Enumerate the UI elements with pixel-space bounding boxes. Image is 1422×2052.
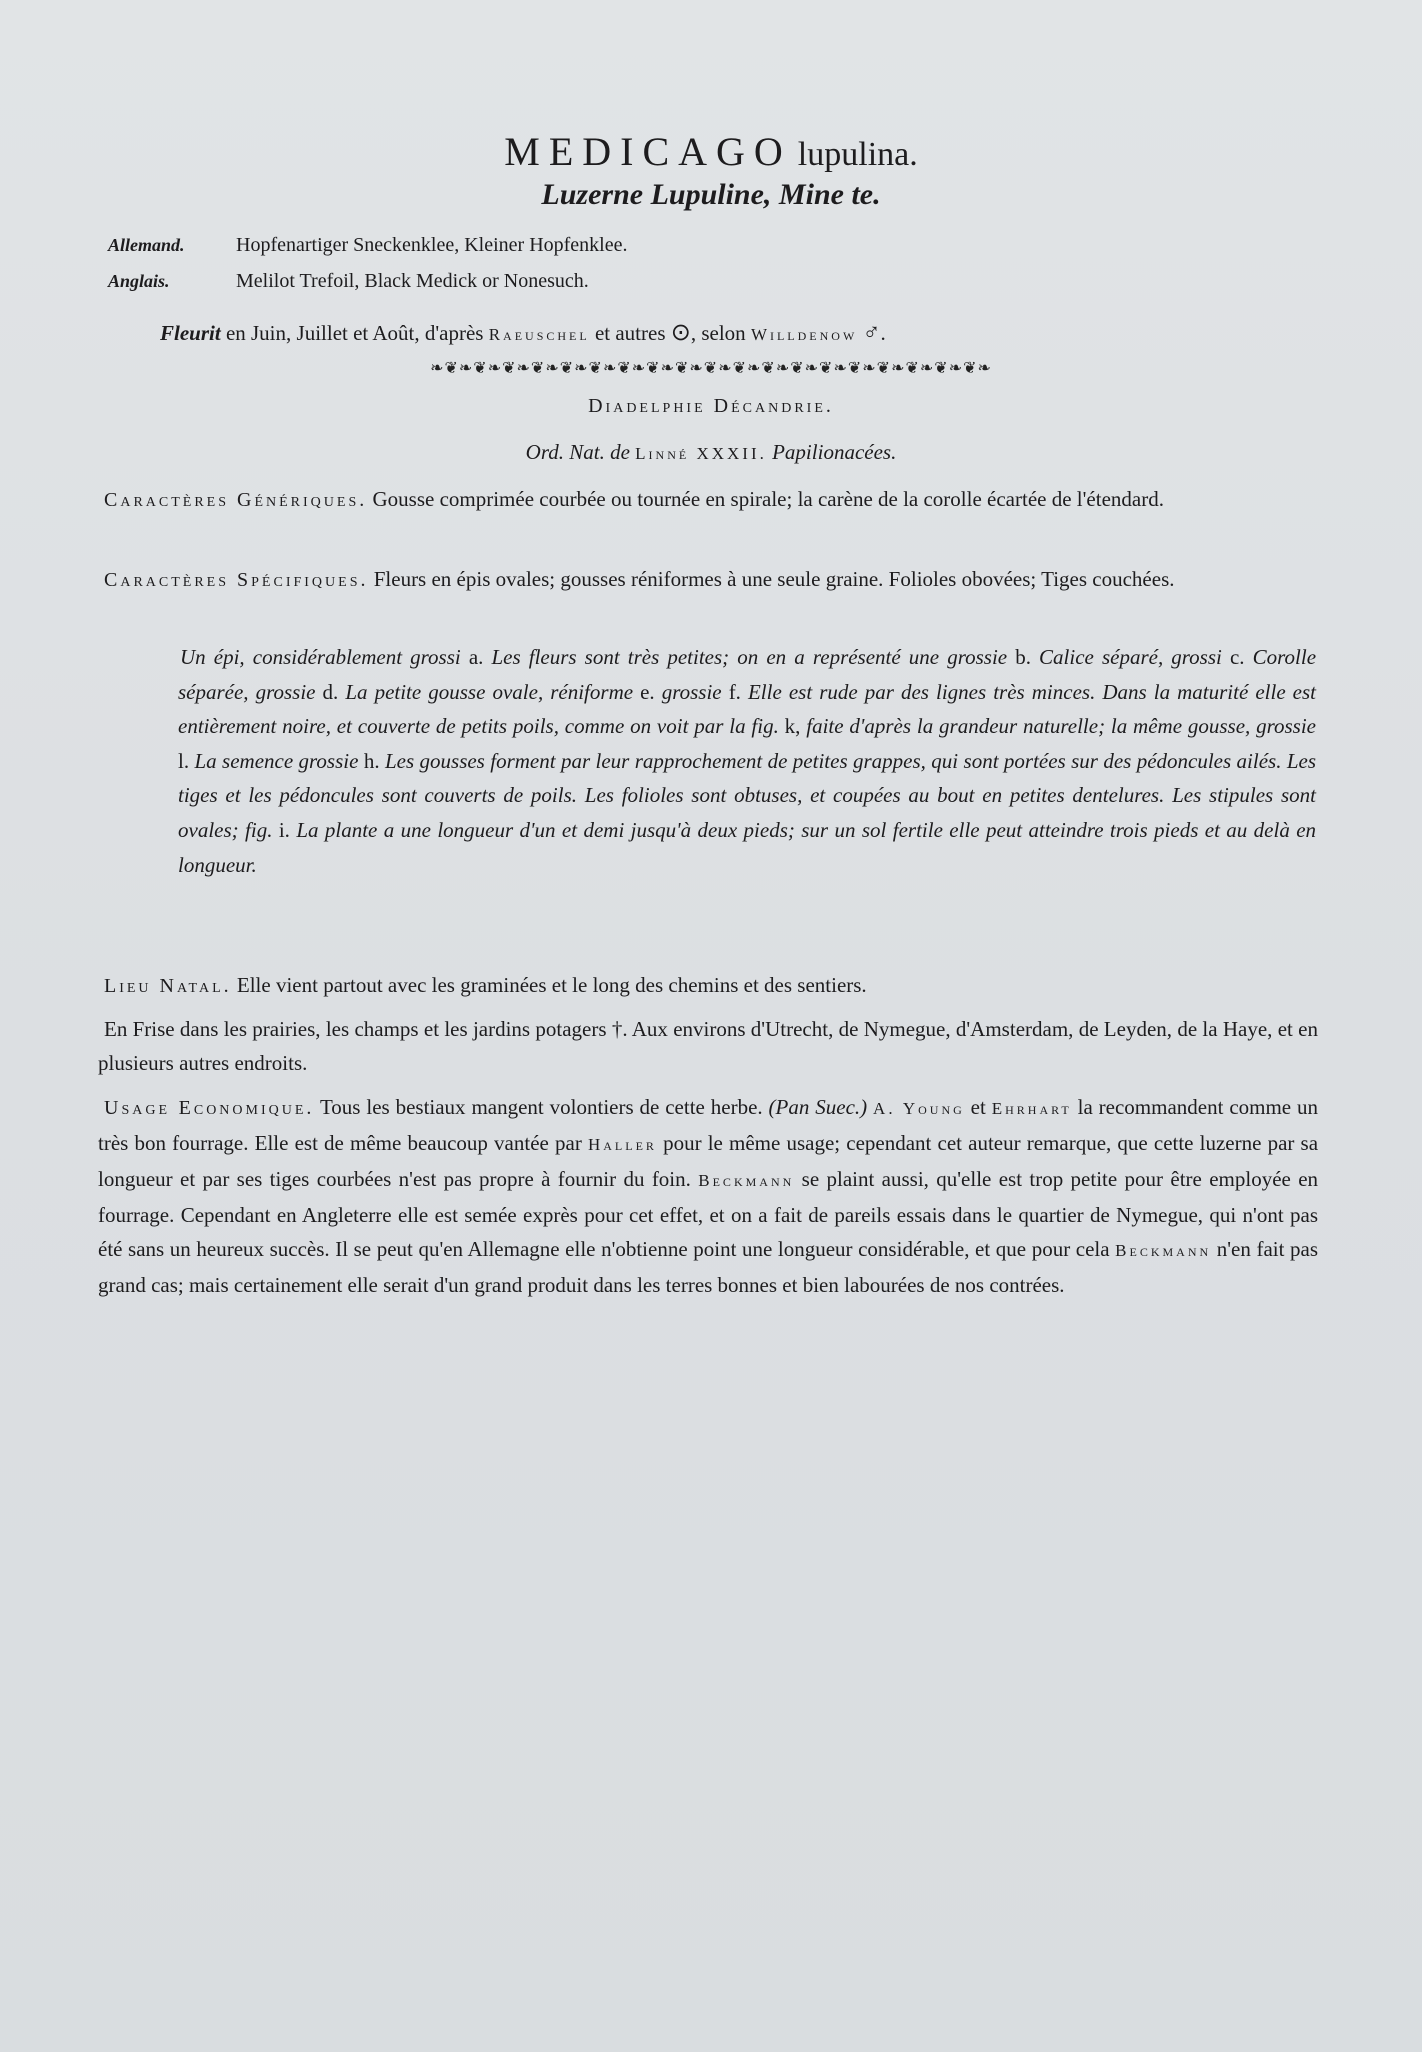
author-name: Beckmann: [698, 1171, 795, 1190]
section-heading: Lieu Natal.: [104, 975, 232, 997]
figure-letter: f.: [728, 679, 741, 704]
usage-text: Tous les bestiaux mangent volontiers de cette herbe.: [319, 1095, 763, 1119]
vernacular-english: [108, 270, 589, 293]
section-heading: Caractères Spécifiques.: [104, 569, 369, 591]
figure-letter: h.: [363, 748, 380, 773]
flowering-text: et autres: [594, 321, 666, 345]
language-label: Anglais.: [108, 271, 170, 291]
figure-letter: k,: [784, 714, 801, 739]
section-text: Fleurs en épis ovales; gousses réniformes à une seule graine. Folioles obovées; Tiges couchées.: [373, 567, 1175, 591]
author-name: Beckmann: [1115, 1241, 1212, 1260]
author-name: Ehrhart: [991, 1099, 1072, 1118]
description-text: Un épi, considérablement grossi: [180, 645, 461, 669]
description-text: La plante a une longueur d'un et demi jusqu'à deux pieds; sur un sol fertile elle peut atteindre trois pieds et au delà en longueur.: [178, 817, 1317, 877]
section-heading: Usage Economique.: [104, 1097, 315, 1119]
section-text: Elle vient partout avec les graminées et le long des chemins et des sentiers.: [236, 973, 867, 997]
language-label: Allemand.: [108, 235, 185, 255]
generic-characters: [98, 482, 1318, 517]
flowering-line: [160, 318, 886, 347]
vernacular-german: [108, 234, 628, 257]
family-name: Papilionacées.: [772, 440, 897, 464]
figure-letter: i.: [278, 817, 290, 842]
author-name: Linné XXXII.: [635, 444, 767, 463]
figure-letter: a.: [468, 645, 484, 669]
description-text: grossie: [661, 679, 722, 704]
order-prefix: Ord. Nat. de: [525, 440, 630, 464]
description-text: Corolle séparée, grossie: [178, 645, 1317, 704]
usage-text: se plaint aussi, qu'elle est trop petite pour être employée en fourrage. Cependant en Angleterre elle est semée exprès pour cet effet, et on a fait de pareils essais dans le quartier de Nymegue, qui n'ont pas été sans un heureux succès. Il se peut qu'en Allemagne elle n'obtienne point une longueur considérable, et que pour cela: [98, 1167, 1319, 1261]
annual-symbol-icon: ⊙: [670, 320, 691, 346]
natural-order: [0, 440, 1422, 465]
description-text: La petite gousse ovale, réniforme: [345, 679, 634, 704]
author-name: Haller: [587, 1135, 657, 1154]
flowering-text: en Juin, Juillet et Août, d'après: [225, 321, 484, 345]
figure-letter: d.: [322, 679, 339, 704]
linnaean-class: Diadelphie Décandrie.: [588, 395, 834, 417]
specific-characters: [98, 562, 1318, 597]
usage-text: pour le même usage; cependant cet auteur remarque, que cette luzerne par sa longueur et par ses tiges courbées n'est pas propre à fournir du foin.: [98, 1131, 1319, 1191]
perennial-symbol-icon: ♂: [862, 320, 881, 346]
usage-text: n'en fait pas grand cas; mais certainement elle serait d'un grand produit dans les terres bonnes et bien labourées de nos contrées.: [98, 1237, 1319, 1297]
plate-description: [178, 640, 1316, 882]
description-text: La semence grossie: [194, 748, 359, 773]
frisian-localities: En Frise dans les prairies, les champs et les jardins potagers †. Aux environs d'Utrecht, de Nymegue, d'Amsterdam, de Leyden, de la Haye, et en plusieurs autres endroits.: [98, 1017, 1318, 1075]
genus-name: MEDICAGO: [504, 129, 792, 174]
description-text: Les gousses forment par leur rapprochement de petites grappes, qui sont portées sur des pédoncules ailés. Les tiges et les pédoncules sont couverts de poils. Les folioles sont obtuses, et coupées au bout en petites dentelures. Les stipules sont ovales; fig.: [178, 748, 1317, 842]
usage-text: et: [970, 1095, 986, 1119]
figure-letter: b.: [1015, 645, 1031, 669]
species-name: lupulina.: [797, 136, 918, 173]
figure-letter: e.: [640, 679, 655, 704]
author-name: A. Young: [873, 1099, 965, 1118]
author-name: Willdenow: [750, 325, 858, 344]
figure-letter: l.: [178, 748, 190, 773]
ornament-divider: ❧❦❧❦❧❦❧❦❧❦❧❦❧❦❧❦❧❦❧❦❧❦❧❦❧❦❧❦❧❦❧❦❧❦❧❦❧❦❧: [430, 358, 992, 377]
reference-citation: (Pan Suec.): [768, 1095, 868, 1119]
french-common-name: Luzerne Lupuline, Mine te.: [541, 178, 881, 211]
page-title: [0, 128, 1422, 175]
usage-text: la recommandent comme un très bon fourrage. Elle est de même beaucoup vantée par: [98, 1095, 1319, 1155]
flowering-label: Fleurit: [160, 321, 221, 345]
description-text: Calice séparé, grossi: [1039, 645, 1222, 669]
vernacular-names: Melilot Trefoil, Black Medick or Nonesuch.: [236, 270, 589, 292]
description-text: faite d'après la grandeur naturelle; la même gousse, grossie: [806, 714, 1316, 739]
flowering-text: .: [880, 321, 886, 345]
author-name: Raeuschel: [488, 325, 590, 344]
description-text: Les fleurs sont très petites; on en a représenté une grossie: [491, 645, 1008, 669]
native-habitat: [98, 968, 1318, 1003]
description-text: Elle est rude par des lignes très minces. Dans la maturité elle est entièrement noire, et couverte de petits poils, comme on voit par la fig.: [178, 679, 1317, 739]
vernacular-names: Hopfenartiger Sneckenklee, Kleiner Hopfenklee.: [236, 234, 628, 256]
economic-usage: [98, 1090, 1318, 1302]
figure-letter: c.: [1229, 645, 1245, 669]
section-text: Gousse comprimée courbée ou tournée en spirale; la carène de la corolle écartée de l'étendard.: [372, 487, 1164, 511]
section-heading: Caractères Génériques.: [104, 489, 368, 511]
flowering-text: , selon: [690, 321, 746, 345]
